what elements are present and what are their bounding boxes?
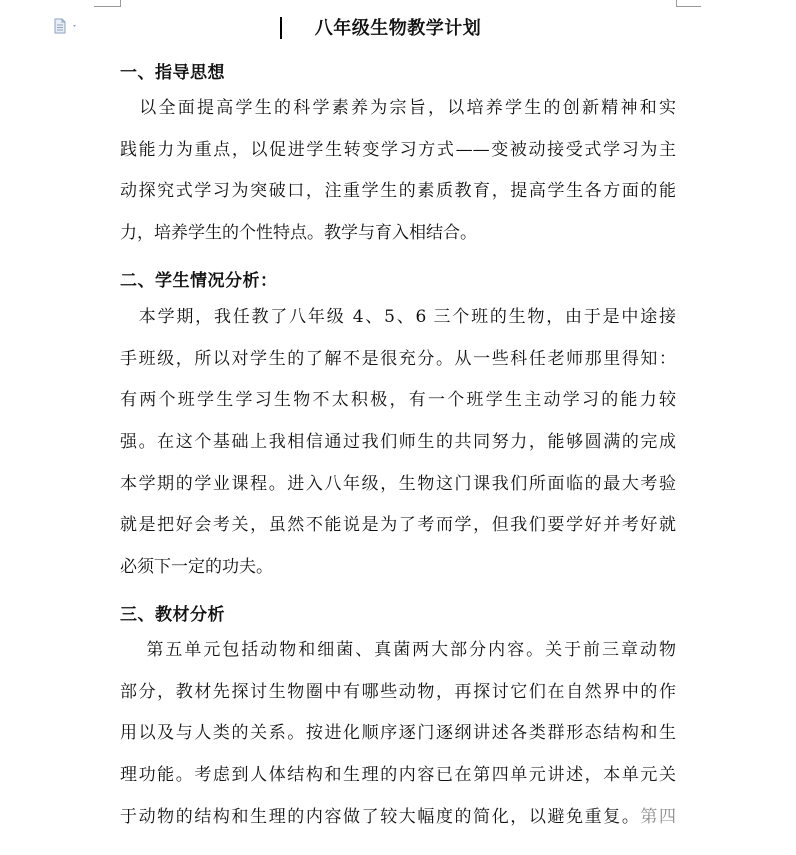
page-corner-mark-right [676, 0, 701, 7]
chevron-down-icon [73, 25, 76, 27]
section-heading: 一、指导思想 [120, 63, 225, 83]
section-heading: 三、教材分析 [120, 605, 225, 625]
section-paragraph [120, 630, 676, 838]
faded-text: 第四 [640, 806, 677, 827]
paragraph-line: 就是把好会考关，虽然不能说是为了考而学，但我们要学好并考好就 [120, 515, 676, 536]
paragraph-line-text: 于动物的结构和生理的内容做了较大幅度的简化，以避免重复。 [120, 806, 641, 827]
page-corner-mark-left [94, 0, 121, 7]
section-paragraph [120, 297, 676, 589]
paragraph-line: 本学期，我任教了八年级 4、5、6 三个班的生物，由于是中途接 [120, 307, 676, 327]
paragraph-line: 动探究式学习为突破口，注重学生的素质教育，提高学生各方面的能 [120, 181, 676, 202]
paragraph-line: 手班级，所以对学生的了解不是很充分。从一些科任老师那里得知： [120, 348, 676, 369]
section-heading: 二、学生情况分析： [120, 271, 278, 291]
paragraph-line: 用以及与人类的关系。按进化顺序逐门逐纲讲述各类群形态结构和生 [120, 723, 676, 744]
paragraph-line: 力，培养学生的个性特点。教学与育入相结合。 [120, 223, 477, 244]
paragraph-line: 必须下一定的功夫。 [120, 557, 273, 578]
section-paragraph [120, 88, 676, 255]
paragraph-line [120, 797, 676, 839]
paragraph-line: 部分，教材先探讨生物圈中有哪些动物，再探讨它们在自然界中的作 [120, 681, 676, 702]
paragraph-line: 以全面提高学生的科学素养为宗旨，以培养学生的创新精神和实 [120, 98, 676, 118]
paragraph-line: 第五单元包括动物和细菌、真菌两大部分内容。关于前三章动物 [120, 640, 676, 660]
document-icon[interactable] [53, 18, 83, 34]
paragraph-line: 理功能。考虑到人体结构和生理的内容已在第四单元讲述，本单元关 [120, 765, 676, 786]
document-title: 八年级生物教学计划 [314, 18, 482, 39]
paragraph-line: 本学期的学业课程。进入八年级，生物这门课我们所面临的最大考验 [120, 473, 676, 494]
paragraph-line: 践能力为重点，以促进学生转变学习方式——变被动接受式学习为主 [120, 139, 676, 160]
paragraph-line: 有两个班学生学习生物不太积极，有一个班学生主动学习的能力较 [120, 390, 676, 411]
paragraph-line: 强。在这个基础上我相信通过我们师生的共同努力，能够圆满的完成 [120, 432, 676, 453]
